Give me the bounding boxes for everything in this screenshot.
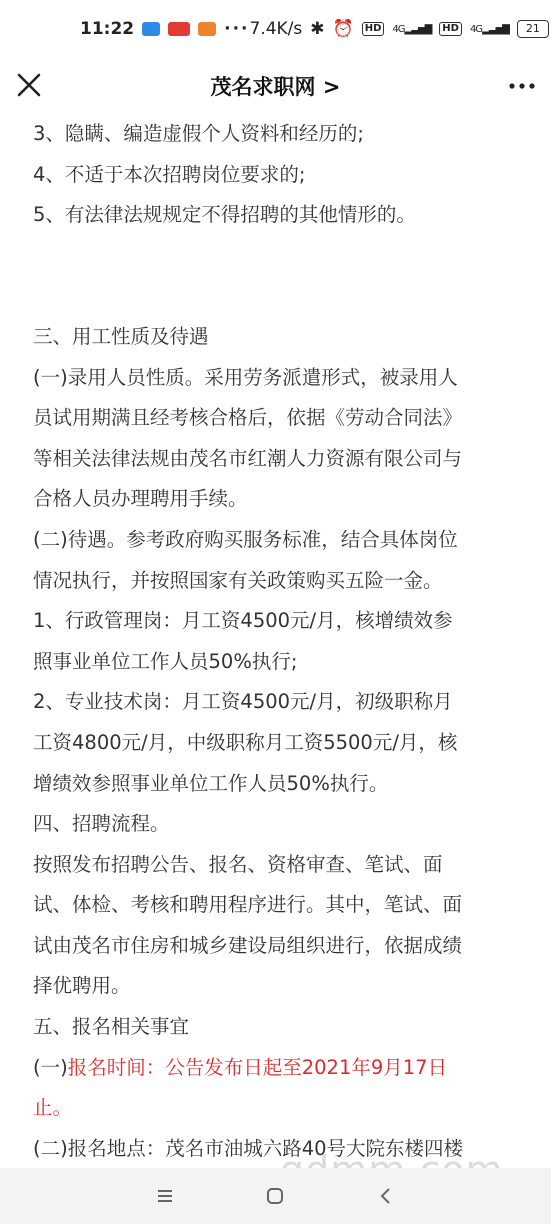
- bluetooth-icon: ✱: [310, 19, 325, 39]
- section-heading: 四、招聘流程。: [33, 812, 170, 836]
- home-icon[interactable]: [264, 1187, 286, 1205]
- registration-time-line: [33, 1048, 533, 1089]
- article-line: (一)录用人员性质。采用劳务派遣形式，被录用人: [33, 365, 458, 389]
- registration-time-prefix: (一): [33, 1055, 68, 1079]
- article-line: 5、有法律法规规定不得招聘的其他情形的。: [33, 203, 416, 227]
- system-nav-bar: [0, 1168, 551, 1224]
- article-line: 择优聘用。: [33, 974, 131, 998]
- menu-icon[interactable]: [154, 1187, 176, 1205]
- article-line: 1、行政管理岗：月工资4500元/月，核增绩效参: [33, 609, 453, 633]
- nav-bar: [0, 58, 551, 114]
- blank-line: [33, 236, 533, 277]
- signal-4g-label-2: 4G: [469, 23, 483, 35]
- back-icon[interactable]: [375, 1187, 397, 1205]
- hd-icon: HD: [362, 22, 385, 36]
- blank-line: [33, 276, 533, 317]
- news-notification-icon: [168, 22, 190, 36]
- article-line: 4、不适于本次招聘岗位要求的;: [33, 162, 306, 186]
- signal-4g-icon-2: 4G▂▃▅▇: [469, 23, 509, 35]
- clock: 11:22: [80, 19, 135, 39]
- article-line: 试由茂名市住房和城乡建设局组织进行，依据成绩: [33, 933, 463, 957]
- signal-4g-label: 4G: [392, 23, 405, 35]
- article-line: 2、专业技术岗：月工资4500元/月，初级职称月: [33, 690, 453, 714]
- alarm-icon: ⏰: [332, 19, 354, 39]
- more-options-icon[interactable]: [507, 72, 537, 100]
- more-notifications-icon: ···: [224, 19, 250, 39]
- registration-place-line: (二)报名地点：茂名市油城六路40号大院东楼四楼: [33, 1136, 464, 1160]
- article-line: 按照发布招聘公告、报名、资格审查、笔试、面: [33, 852, 443, 876]
- section-heading: 五、报名相关事宜: [33, 1015, 190, 1039]
- registration-time-text: 报名时间：公告发布日起至2021年9月17日: [67, 1055, 448, 1079]
- app-notification-icon: [142, 22, 160, 36]
- status-left: [80, 19, 250, 39]
- shop-notification-icon: [198, 22, 216, 36]
- signal-4g-icon: 4G▂▃▅▇: [392, 23, 432, 35]
- close-icon[interactable]: [14, 70, 44, 100]
- status-right: [250, 19, 549, 39]
- article-line: 情况执行，并按照国家有关政策购买五险一金。: [33, 568, 443, 592]
- section-heading: 三、用工性质及待遇: [33, 324, 209, 348]
- article-line: 员试用期满且经考核合格后，依据《劳动合同法》: [33, 406, 463, 430]
- article-line: 工资4800元/月，中级职称月工资5500元/月，核: [33, 730, 458, 754]
- page-title-link[interactable]: 茂名求职网 >: [210, 75, 341, 99]
- battery-icon: [517, 20, 549, 38]
- article-line: 增绩效参照事业单位工作人员50%执行。: [33, 771, 389, 795]
- article-body: [33, 114, 533, 1169]
- article-line: 照事业单位工作人员50%执行;: [33, 649, 298, 673]
- hd-icon-2: HD: [439, 22, 462, 36]
- registration-time-end: 止。: [33, 1096, 73, 1120]
- article-line: 等相关法律法规由茂名市红潮人力资源有限公司与: [33, 446, 463, 470]
- battery-level: 21: [525, 22, 540, 35]
- status-bar: [0, 0, 551, 58]
- article-line: 试、体检、考核和聘用程序进行。其中，笔试、面: [33, 893, 463, 917]
- article-line: 合格人员办理聘用手续。: [33, 487, 248, 511]
- article-line: 3、隐瞒、编造虚假个人资料和经历的;: [33, 122, 364, 145]
- network-speed: 7.4K/s: [249, 19, 303, 39]
- article-line: (二)待遇。参考政府购买服务标准，结合具体岗位: [33, 527, 458, 551]
